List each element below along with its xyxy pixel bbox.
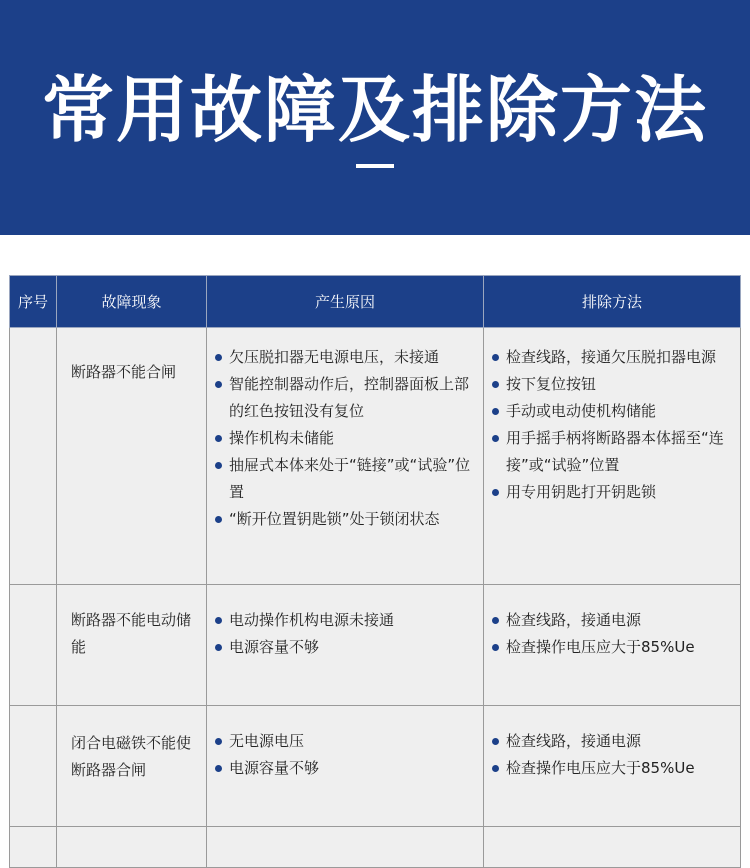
solution-text: 检查操作电压应大于85%Ue	[506, 759, 695, 777]
solution-cell	[484, 827, 741, 868]
bullet-dot-icon	[215, 435, 222, 442]
cause-text: 操作机构未储能	[229, 429, 335, 447]
title-banner	[0, 0, 750, 235]
table-row	[10, 328, 741, 585]
solution-text: 检查线路，接通电源	[506, 611, 642, 629]
bullet-dot-icon	[215, 738, 222, 745]
solution-item	[492, 479, 734, 506]
solution-cell	[484, 706, 741, 827]
cause-item	[215, 607, 477, 634]
cause-item	[215, 506, 477, 533]
symptom-cell	[57, 827, 207, 868]
solution-text: 检查线路，接通电源	[506, 732, 642, 750]
solution-text: 按下复位按钮	[506, 375, 597, 393]
solution-list	[492, 607, 734, 661]
bullet-dot-icon	[492, 617, 499, 624]
cause-text: 智能控制器动作后，控制器面板上部的红色按钮没有复位	[229, 375, 470, 420]
cause-text: 无电源电压	[229, 732, 305, 750]
bullet-dot-icon	[492, 738, 499, 745]
bullet-dot-icon	[492, 489, 499, 496]
bullet-dot-icon	[215, 765, 222, 772]
table-row	[10, 585, 741, 706]
page-title: 常用故障及排除方法	[41, 68, 708, 152]
cause-text: 电动操作机构电源未接通	[229, 611, 395, 629]
cause-cell	[207, 585, 484, 706]
cause-cell	[207, 706, 484, 827]
header-cause: 产生原因	[207, 276, 484, 328]
cause-list	[215, 344, 477, 533]
bullet-dot-icon	[492, 644, 499, 651]
solution-item	[492, 344, 734, 371]
cause-text: 抽屉式本体来处于“链接”或“试验”位置	[229, 456, 471, 501]
solution-item	[492, 728, 734, 755]
solution-item	[492, 371, 734, 398]
bullet-dot-icon	[215, 381, 222, 388]
cause-text: “断开位置钥匙锁”处于锁闭状态	[229, 510, 440, 528]
header-seq: 序号	[10, 276, 57, 328]
title-underline	[356, 164, 394, 168]
cause-list	[215, 728, 477, 782]
solution-item	[492, 398, 734, 425]
cause-item	[215, 728, 477, 755]
table-row	[10, 827, 741, 868]
solution-list	[492, 728, 734, 782]
cause-list	[215, 607, 477, 661]
cause-text: 电源容量不够	[229, 638, 320, 656]
solution-text: 检查操作电压应大于85%Ue	[506, 638, 695, 656]
bullet-dot-icon	[215, 617, 222, 624]
table-row	[10, 706, 741, 827]
bullet-dot-icon	[215, 354, 222, 361]
symptom-cell: 断路器不能电动储能	[57, 585, 207, 706]
seq-cell	[10, 827, 57, 868]
seq-cell	[10, 585, 57, 706]
solution-list	[492, 344, 734, 506]
cause-cell	[207, 827, 484, 868]
solution-text: 检查线路，接通欠压脱扣器电源	[506, 348, 717, 366]
bullet-dot-icon	[215, 516, 222, 523]
symptom-cell: 闭合电磁铁不能使断路器合闸	[57, 706, 207, 827]
cause-item	[215, 634, 477, 661]
bullet-dot-icon	[492, 408, 499, 415]
symptom-cell: 断路器不能合闸	[57, 328, 207, 585]
cause-text: 欠压脱扣器无电源电压，未接通	[229, 348, 440, 366]
cause-item	[215, 371, 477, 425]
bullet-dot-icon	[492, 381, 499, 388]
fault-table	[9, 275, 741, 868]
bullet-dot-icon	[492, 765, 499, 772]
bullet-dot-icon	[492, 354, 499, 361]
header-solution: 排除方法	[484, 276, 741, 328]
solution-cell	[484, 328, 741, 585]
bullet-dot-icon	[215, 644, 222, 651]
cause-item	[215, 452, 477, 506]
cause-cell	[207, 328, 484, 585]
seq-cell	[10, 328, 57, 585]
cause-item	[215, 425, 477, 452]
bullet-dot-icon	[215, 462, 222, 469]
cause-item	[215, 344, 477, 371]
solution-item	[492, 634, 734, 661]
solution-text: 手动或电动使机构储能	[506, 402, 657, 420]
solution-item	[492, 425, 734, 479]
bullet-dot-icon	[492, 435, 499, 442]
solution-text: 用手摇手柄将断路器本体摇至“连接”或“试验”位置	[506, 429, 724, 474]
solution-text: 用专用钥匙打开钥匙锁	[506, 483, 657, 501]
header-symptom: 故障现象	[57, 276, 207, 328]
table-header-row	[10, 276, 741, 328]
cause-item	[215, 755, 477, 782]
solution-cell	[484, 585, 741, 706]
solution-item	[492, 607, 734, 634]
seq-cell	[10, 706, 57, 827]
cause-text: 电源容量不够	[229, 759, 320, 777]
solution-item	[492, 755, 734, 782]
